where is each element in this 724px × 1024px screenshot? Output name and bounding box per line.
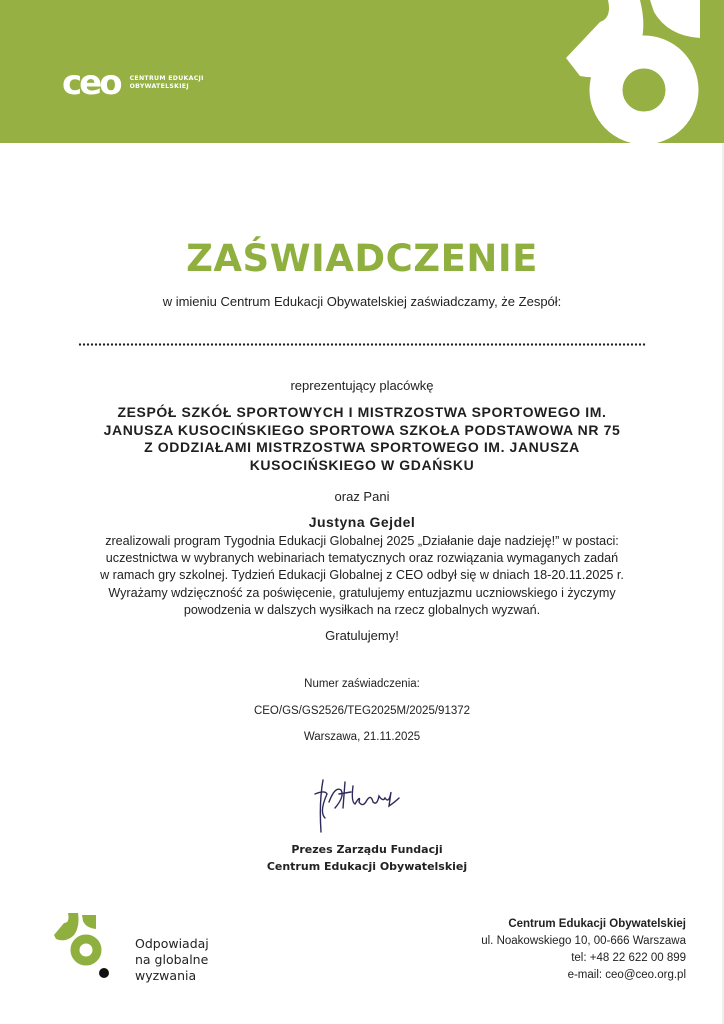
slogan-line: na globalne	[135, 952, 209, 967]
global-challenges-logo-icon	[52, 913, 112, 983]
certificate-title: ZAŚWIADCZENIE	[186, 237, 538, 280]
ceo-logo	[62, 63, 204, 103]
certificate-number: CEO/GS/GS2526/TEG2025M/2025/91372	[253, 705, 471, 717]
body-line: zrealizowali program Tygodnia Edukacji Globalnej 2025 „Działanie daje nadzieję!” w postaci:	[105, 534, 619, 548]
and-mrs-text: oraz Pani	[334, 489, 390, 504]
school-name-line: ZESPÓŁ SZKÓŁ SPORTOWYCH I MISTRZOSTWA SPORTOWEGO IM.	[117, 404, 607, 420]
contact-email: e-mail: ceo@ceo.org.pl	[567, 969, 686, 981]
body-line: Wyrażamy wdzięczność za poświęcenie, gratulujemy entuzjazmu uczniowskiego i życzymy	[108, 585, 616, 600]
signer-line: Centrum Edukacji Obywatelskiej	[266, 860, 468, 873]
body-line: uczestnictwa w wybranych webinariach tematycznych oraz rozwiązania wymaganych zadań	[105, 551, 619, 566]
footer-slogan	[135, 936, 209, 984]
certificate-number-label: Numer zaświadczenia:	[304, 678, 420, 690]
body-line: w ramach gry szkolnej. Tydzień Edukacji Globalnej z CEO odbył się w dniach 18-20.11.2025 r.	[100, 568, 624, 583]
contact-address: ul. Noakowskiego 10, 00-666 Warszawa	[481, 935, 686, 947]
logo-subtitle-line: CENTRUM EDUKACJI	[129, 75, 204, 82]
intro-text: w imieniu Centrum Edukacji Obywatelskiej zaświadczamy, że Zespół:	[162, 294, 562, 309]
signer-title	[0, 841, 724, 875]
signature-icon	[305, 772, 415, 842]
representing-text: reprezentujący placówkę	[290, 378, 434, 393]
congrats-text: Gratulujemy!	[325, 628, 399, 643]
logo-subtitle-line: OBYWATELSKIEJ	[129, 83, 189, 90]
contact-block	[481, 916, 686, 984]
contact-phone: tel: +48 22 622 00 899	[571, 952, 686, 964]
slogan-line: wyzwania	[135, 968, 197, 983]
body-line: powodzenia w dalszych wysiłkach na rzecz globalnych wyzwań.	[183, 602, 541, 617]
school-name-line: JANUSZA KUSOCIŃSKIEGO SPORTOWA SZKOŁA PODSTAWOWA NR 75	[103, 421, 621, 438]
ceo-logo-word: ceo	[62, 63, 120, 103]
ceo-logo-subtitle	[130, 75, 204, 91]
place-date: Warszawa, 21.11.2025	[303, 731, 421, 743]
certificate-body	[70, 533, 654, 619]
school-name	[80, 404, 644, 474]
team-name-dotted-line	[78, 343, 646, 346]
teacher-name: Justyna Gejdel	[308, 514, 416, 530]
school-name-line: Z ODDZIAŁAMI MISTRZOSTWA SPORTOWEGO IM. JANUSZA	[144, 439, 580, 455]
header-banner	[0, 0, 724, 143]
contact-org: Centrum Edukacji Obywatelskiej	[508, 918, 686, 930]
school-name-line: KUSOCIŃSKIEGO W GDAŃSKU	[249, 456, 475, 473]
slogan-line: Odpowiadaj	[135, 936, 209, 951]
signer-line: Prezes Zarządu Fundacji	[291, 843, 443, 856]
